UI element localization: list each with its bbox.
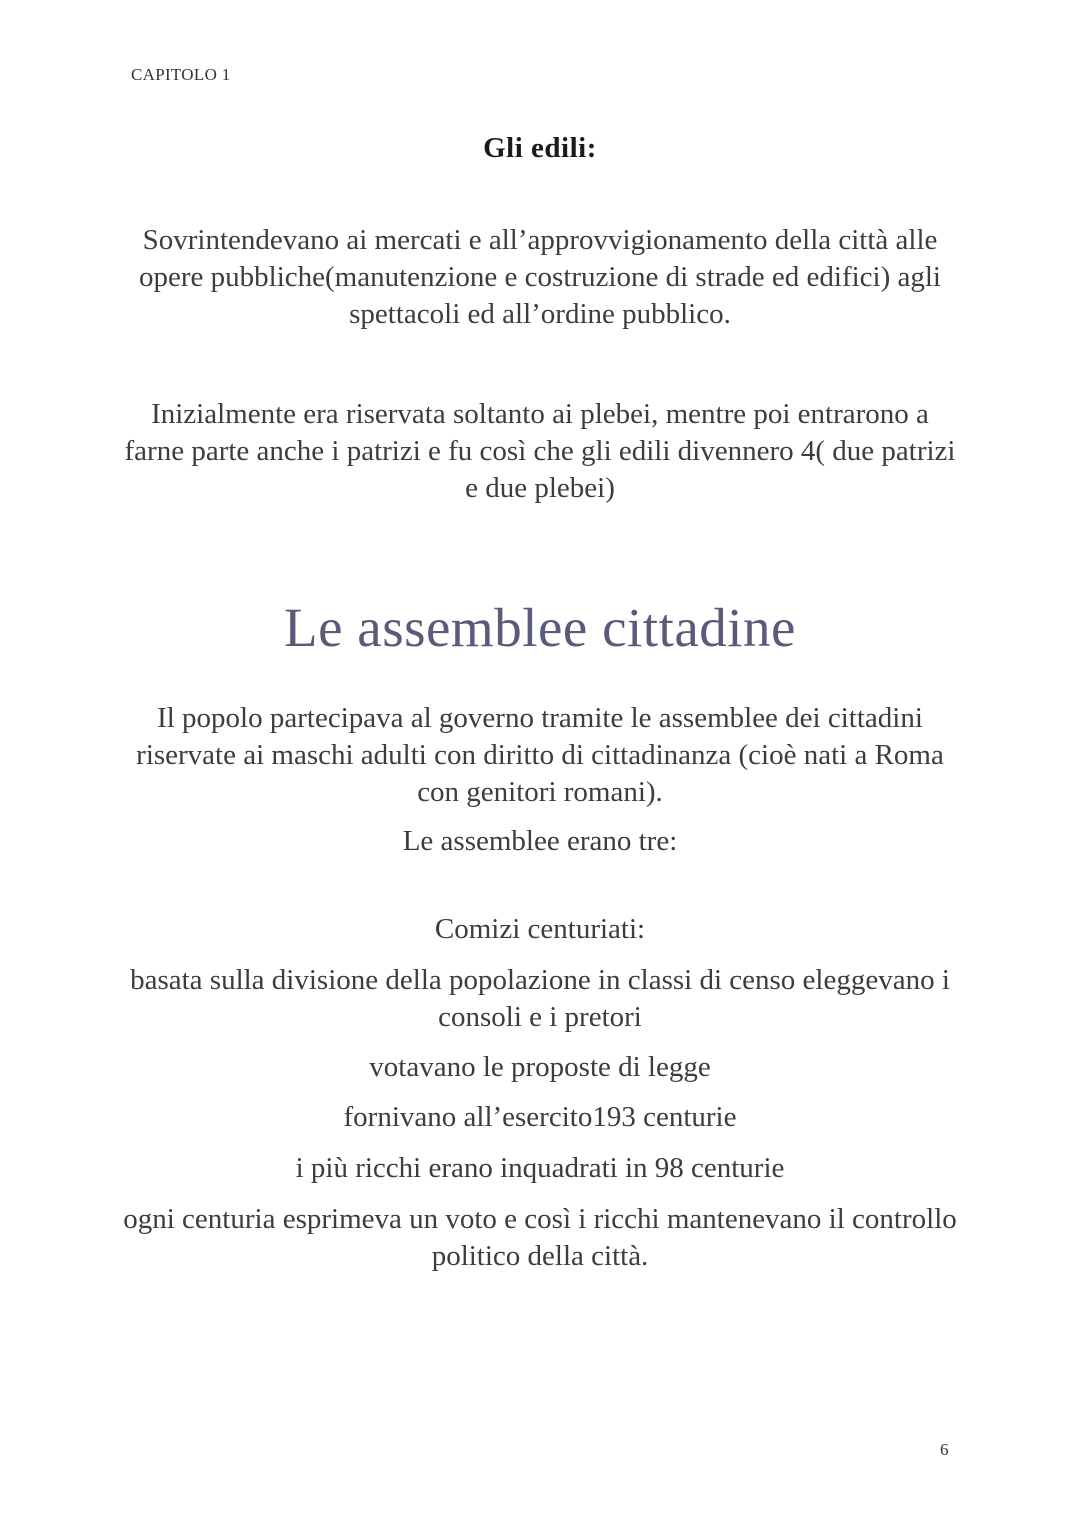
comizi-centuriati-subheading: Comizi centuriati:	[434, 913, 646, 945]
page-number: 6	[940, 1440, 949, 1459]
paragraph-assemblies-intro: Il popolo partecipava al governo tramite le assemblee dei cittadini riservate ai maschi adulti con diritto di cittadinanza (cioè nati a Roma con genitori romani).	[136, 702, 944, 808]
paragraph-edili-history: Inizialmente era riservata soltanto ai plebei, mentre poi entrarono a farne parte anche i patrizi e fu così che gli edili divennero 4( due patrizi e due plebei)	[124, 398, 956, 504]
assemblies-heading: Le assemblee cittadine	[284, 597, 796, 658]
assemblies-count-line: Le assemblee erano tre:	[402, 825, 678, 857]
list-item: fornivano all’esercito193 centurie	[343, 1101, 737, 1133]
list-item: ogni centuria esprimeva un voto e così i ricchi mantenevano il controllo politico della città.	[123, 1203, 957, 1272]
section-title: Gli edili:	[483, 132, 597, 164]
list-item: votavano le proposte di legge	[369, 1051, 711, 1083]
list-item: basata sulla divisione della popolazione in classi di censo eleggevano i consoli e i pretori	[130, 964, 950, 1033]
list-item: i più ricchi erano inquadrati in 98 centurie	[295, 1152, 785, 1184]
paragraph-edili-duties: Sovrintendevano ai mercati e all’approvvigionamento della città alle opere pubbliche(manutenzione e costruzione di strade ed edifici) agli spettacoli ed all’ordine pubblico.	[138, 224, 941, 330]
chapter-header: CAPITOLO 1	[131, 65, 231, 84]
